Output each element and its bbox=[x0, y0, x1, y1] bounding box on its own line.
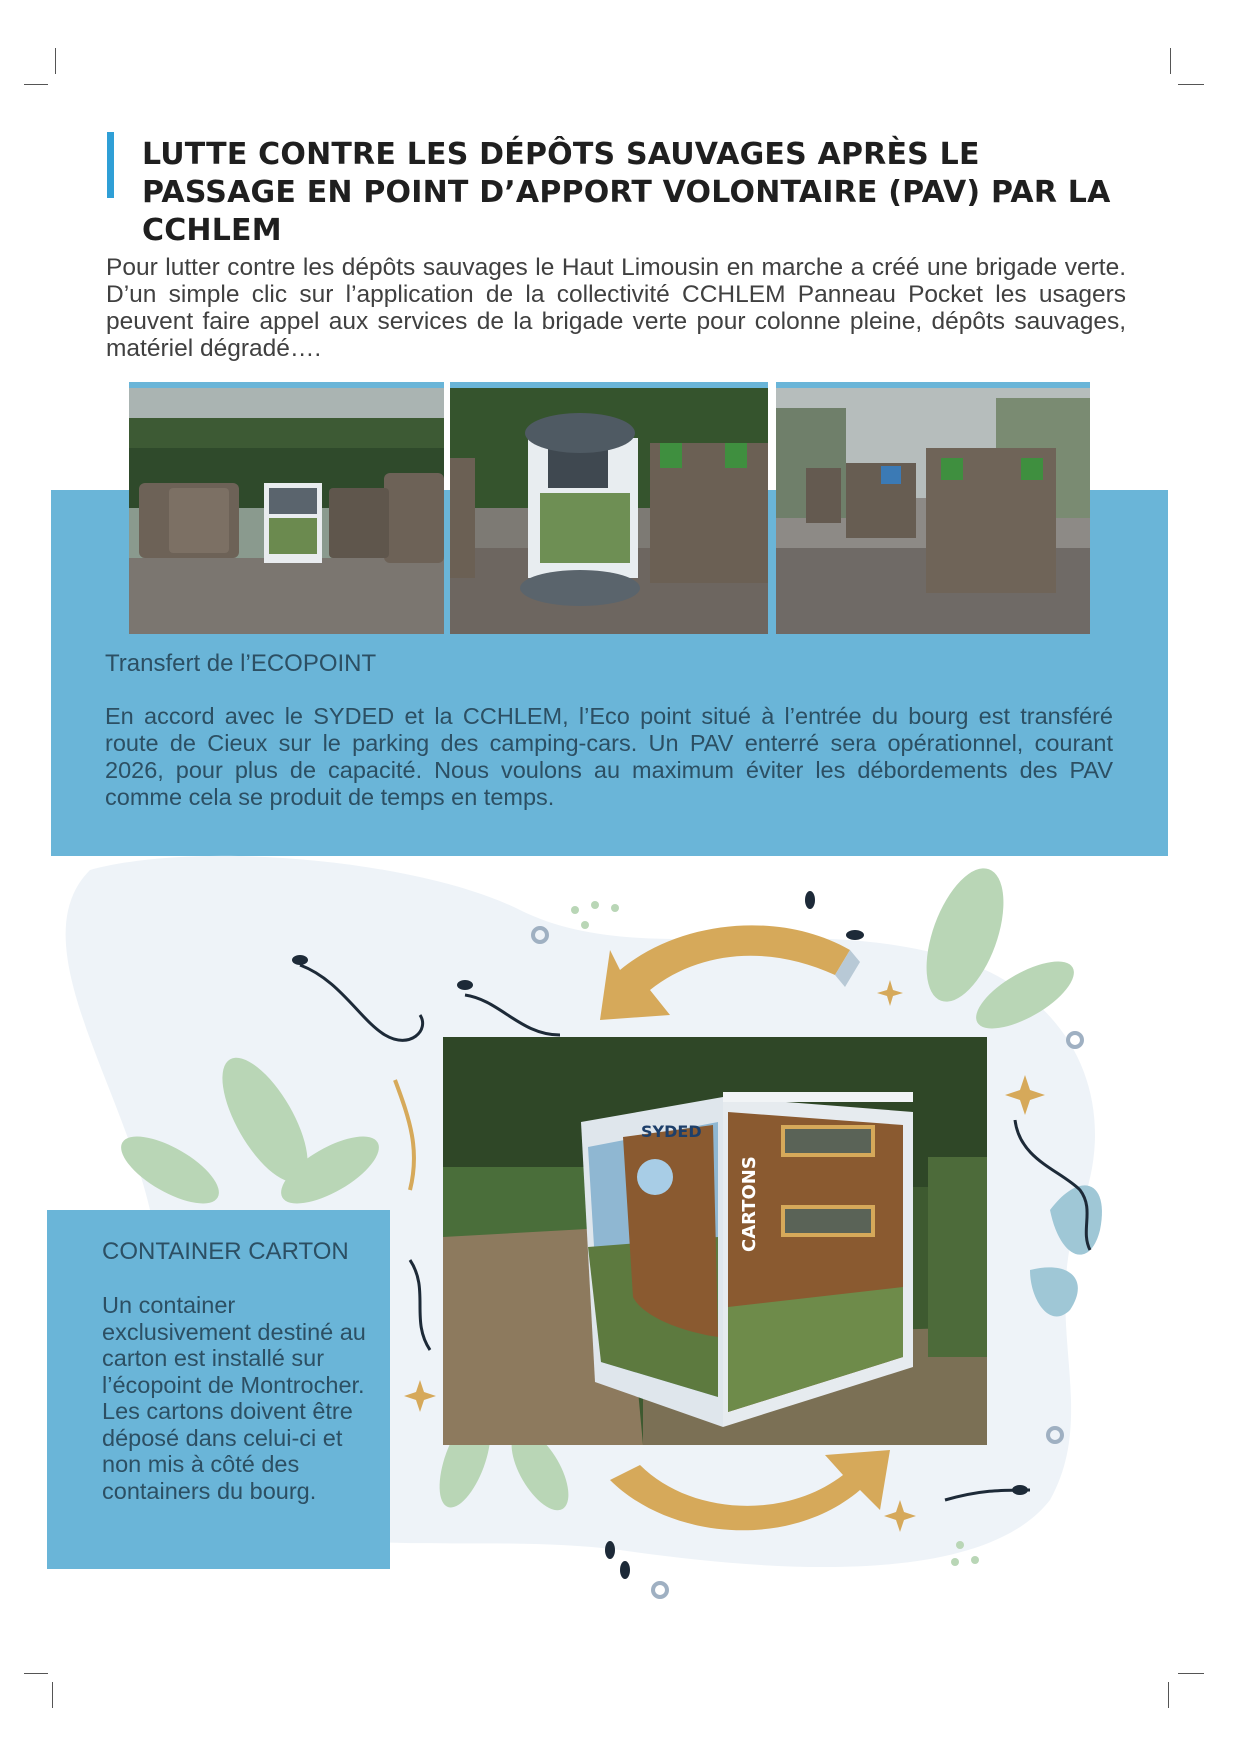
crop-mark bbox=[1170, 48, 1171, 74]
carton-photo-brand-label: SYDED bbox=[641, 1122, 702, 1141]
ecopoint-photo-3 bbox=[776, 382, 1090, 634]
intro-paragraph: Pour lutter contre les dépôts sauvages le Haut Limousin en marche a créé une brigade verte. D’un simple clic sur l’application de la collectivité CCHLEM Panneau Pocket les usagers peuvent faire appel aux services de la brigade verte pour colonne pleine, dépôts sauvages, matériel dégradé…. bbox=[106, 254, 1126, 362]
ecopoint-photo-1 bbox=[129, 382, 444, 634]
crop-mark bbox=[1178, 84, 1204, 85]
carton-paragraph: Un container exclusivement destiné au carton est installé sur l’écopoint de Montrocher. Les cartons doivent être déposé dans celui-ci et non mis à côté des containers du bourg. bbox=[102, 1292, 366, 1504]
title-accent-bar bbox=[107, 132, 114, 198]
crop-mark bbox=[1178, 1673, 1204, 1674]
crop-mark bbox=[55, 48, 56, 74]
crop-mark bbox=[52, 1682, 53, 1708]
carton-heading: CONTAINER CARTON bbox=[102, 1238, 349, 1265]
carton-photo-side-label: CARTONS bbox=[739, 1156, 760, 1252]
page-title: LUTTE CONTRE LES DÉPÔTS SAUVAGES APRÈS LE PASSAGE EN POINT D’APPORT VOLONTAIRE (PAV) PAR LA CCHLEM bbox=[142, 137, 1111, 248]
transfer-paragraph: En accord avec le SYDED et la CCHLEM, l’Eco point situé à l’entrée du bourg est transféré route de Cieux sur le parking des camping-cars. Un PAV enterré sera opérationnel, courant 2026, pour plus de capacité. Nous voulons au maximum éviter les débordements des PAV comme cela se produit de temps en temps. bbox=[105, 703, 1113, 810]
crop-mark bbox=[24, 84, 48, 85]
transfer-heading: Transfert de l’ECOPOINT bbox=[105, 650, 377, 677]
crop-mark bbox=[1168, 1682, 1169, 1708]
carton-container-photo bbox=[443, 1037, 987, 1445]
crop-mark bbox=[24, 1673, 48, 1674]
ecopoint-photo-2 bbox=[450, 382, 768, 634]
